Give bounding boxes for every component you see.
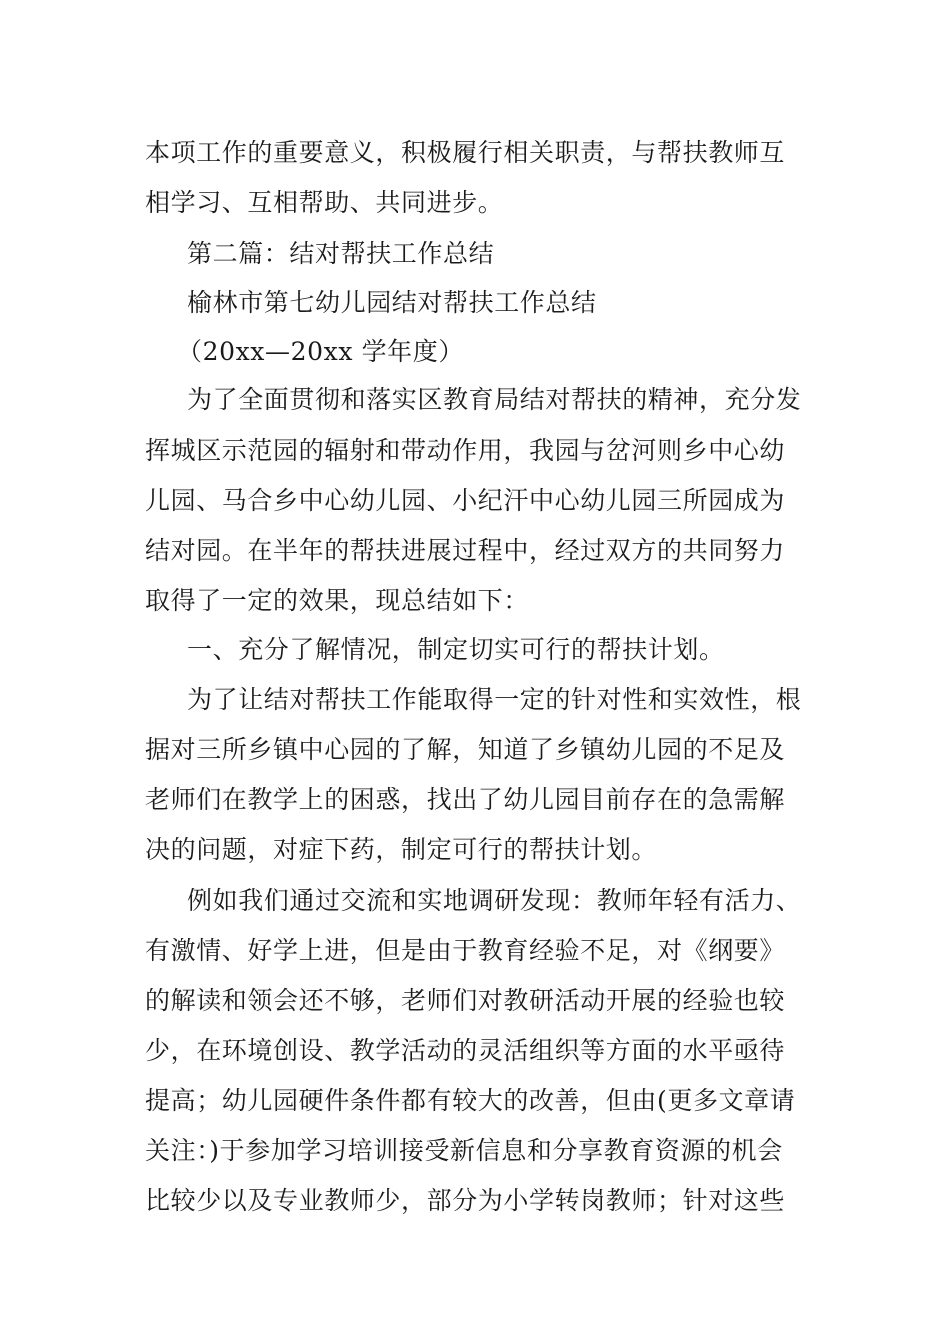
text-line: 提高；幼儿园硬件条件都有较大的改善，但由(更多文章请 <box>145 1086 796 1115</box>
text-line: 为了全面贯彻和落实区教育局结对帮扶的精神，充分发 <box>187 385 802 414</box>
text-line: 取得了一定的效果，现总结如下： <box>145 586 530 615</box>
text-line: 相学习、互相帮助、共同进步。 <box>145 188 504 217</box>
text-line: 例如我们通过交流和实地调研发现：教师年轻有活力、 <box>187 886 802 915</box>
text-line: 少，在环境创设、教学活动的灵活组织等方面的水平亟待 <box>145 1036 786 1065</box>
text-line: 据对三所乡镇中心园的了解，知道了乡镇幼儿园的不足及 <box>145 735 786 764</box>
section-heading: 第二篇：结对帮扶工作总结 <box>187 239 495 268</box>
text-line: 结对园。在半年的帮扶进展过程中，经过双方的共同努力 <box>145 536 786 565</box>
document-title: 榆林市第七幼儿园结对帮扶工作总结 <box>187 288 597 317</box>
text-line: 为了让结对帮扶工作能取得一定的针对性和实效性，根 <box>187 685 802 714</box>
text-line: 有激情、好学上进，但是由于教育经验不足，对《纲要》 <box>145 936 786 965</box>
text-line: 挥城区示范园的辐射和带动作用，我园与岔河则乡中心幼 <box>145 436 786 465</box>
subsection-heading: 一、充分了解情况，制定切实可行的帮扶计划。 <box>187 635 725 664</box>
text-line: 儿园、马合乡中心幼儿园、小纪汗中心幼儿园三所园成为 <box>145 486 786 515</box>
academic-year: （20xx—20xx 学年度） <box>177 337 464 366</box>
text-line: 老师们在教学上的困惑，找出了幼儿园目前存在的急需解 <box>145 785 786 814</box>
text-line: 比较少以及专业教师少，部分为小学转岗教师；针对这些 <box>145 1186 786 1215</box>
text-line: 决的问题，对症下药，制定可行的帮扶计划。 <box>145 835 658 864</box>
text-line: 本项工作的重要意义，积极履行相关职责，与帮扶教师互 <box>145 138 786 167</box>
text-line: 的解读和领会还不够，老师们对教研活动开展的经验也较 <box>145 986 786 1015</box>
text-line: 关注：)于参加学习培训接受新信息和分享教育资源的机会 <box>145 1136 783 1165</box>
